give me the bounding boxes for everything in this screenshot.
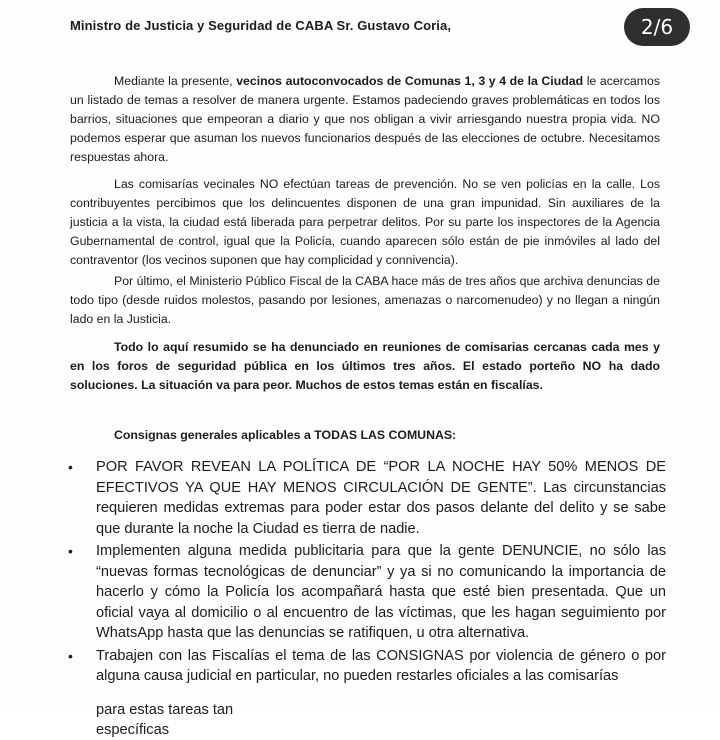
letter-heading: Ministro de Justicia y Seguridad de CABA Sr. Gustavo Coria, bbox=[70, 18, 452, 33]
bullet-icon: • bbox=[68, 459, 73, 475]
list-item-text: Trabajen con las Fiscalías el tema de las CONSIGNAS por violencia de género o por alguna causa judicial en particular, no pueden restarles oficiales a las comisarías bbox=[96, 647, 666, 684]
list-item-text: POR FAVOR REVEAN LA POLÍTICA DE “POR LA NOCHE HAY 50% MENOS DE EFECTIVOS YA QUE HAY MENOS CIRCULACIÓN DE GENTE”. Las circunstancias requieren medidas extremas para poder estar dos pasos delante del delito y se sabe que durante la noche la Ciudad es tierra de nadie. bbox=[96, 459, 666, 537]
page-indicator-badge[interactable]: 2/6 bbox=[624, 8, 690, 46]
paragraph-intro-post: le acercamos un listado de temas a resolver de manera urgente. Estamos padeciendo graves problemáticas en todos los barrios, situaciones que empeoran a diario y que nos obligan a vivir arriesgando nuestra propia vida. NO podemos esperar que asuman los nuevos funcionarios después de las elecciones de octubre. Necesitamos respuestas ahora. bbox=[70, 74, 660, 164]
cut-off-line: para estas tareas tan específicas bbox=[96, 702, 234, 738]
list-item bbox=[66, 541, 666, 644]
paragraph-ministerio: Por último, el Ministerio Público Fiscal de la CABA hace más de tres años que archiva denuncias de todo tipo (desde ruidos molestos, pasando por lesiones, amenazas o narcomenudeo) y no llegan a ningún lado en la Justicia. bbox=[70, 274, 660, 326]
list-item bbox=[66, 646, 666, 687]
bullet-icon: • bbox=[68, 543, 73, 559]
paragraph-intro-bold: vecinos autoconvocados de Comunas 1, 3 y 4 de la Ciudad bbox=[236, 74, 584, 88]
bullet-icon: • bbox=[68, 647, 73, 664]
paragraph-comisarias: Las comisarías vecinales NO efectúan tareas de prevención. No se ven policías en la calle. Los contribuyentes percibimos que los delincuentes disponen de una gran impunidad. Sin auxiliares de la justicia a la vista, la ciudad está liberada para perpetrar delitos. Por su parte los inspectores de la Agencia Gubernamental de control, igual que la Policía, cuando aparecen sólo están de pie inmóviles al lado del contraventor (los vecinos suponen que hay complicidad y connivencia). bbox=[70, 177, 660, 267]
list-item-text: Implementen alguna medida publicitaria para que la gente DENUNCIE, no sólo las “nuevas formas tecnológicas de denunciar” y ya si no comunicando la importancia de hacerlo y cómo la Policía los acompañará hasta que esté bien presentada. Que un oficial vaya al domicilio o al encuentro de las víctimas, que les hagan seguimiento por WhatsApp hasta que las denuncias se ratifiquen, u otra alternativa. bbox=[96, 543, 666, 641]
paragraph-intro bbox=[70, 72, 660, 167]
list-item bbox=[66, 457, 666, 539]
paragraph-resumen: Todo lo aquí resumido se ha denunciado en reuniones de comisarias cercanas cada mes y en los foros de seguridad pública en los últimos tres años. El estado porteño NO ha dado soluciones. La situación va para peor. Muchos de estos temas están en fiscalías. bbox=[70, 340, 660, 392]
consignas-list bbox=[66, 457, 666, 689]
paragraph-intro-pre: Mediante la presente, bbox=[114, 74, 237, 88]
consignas-title: Consignas generales aplicables a TODAS LAS COMUNAS: bbox=[114, 428, 457, 442]
